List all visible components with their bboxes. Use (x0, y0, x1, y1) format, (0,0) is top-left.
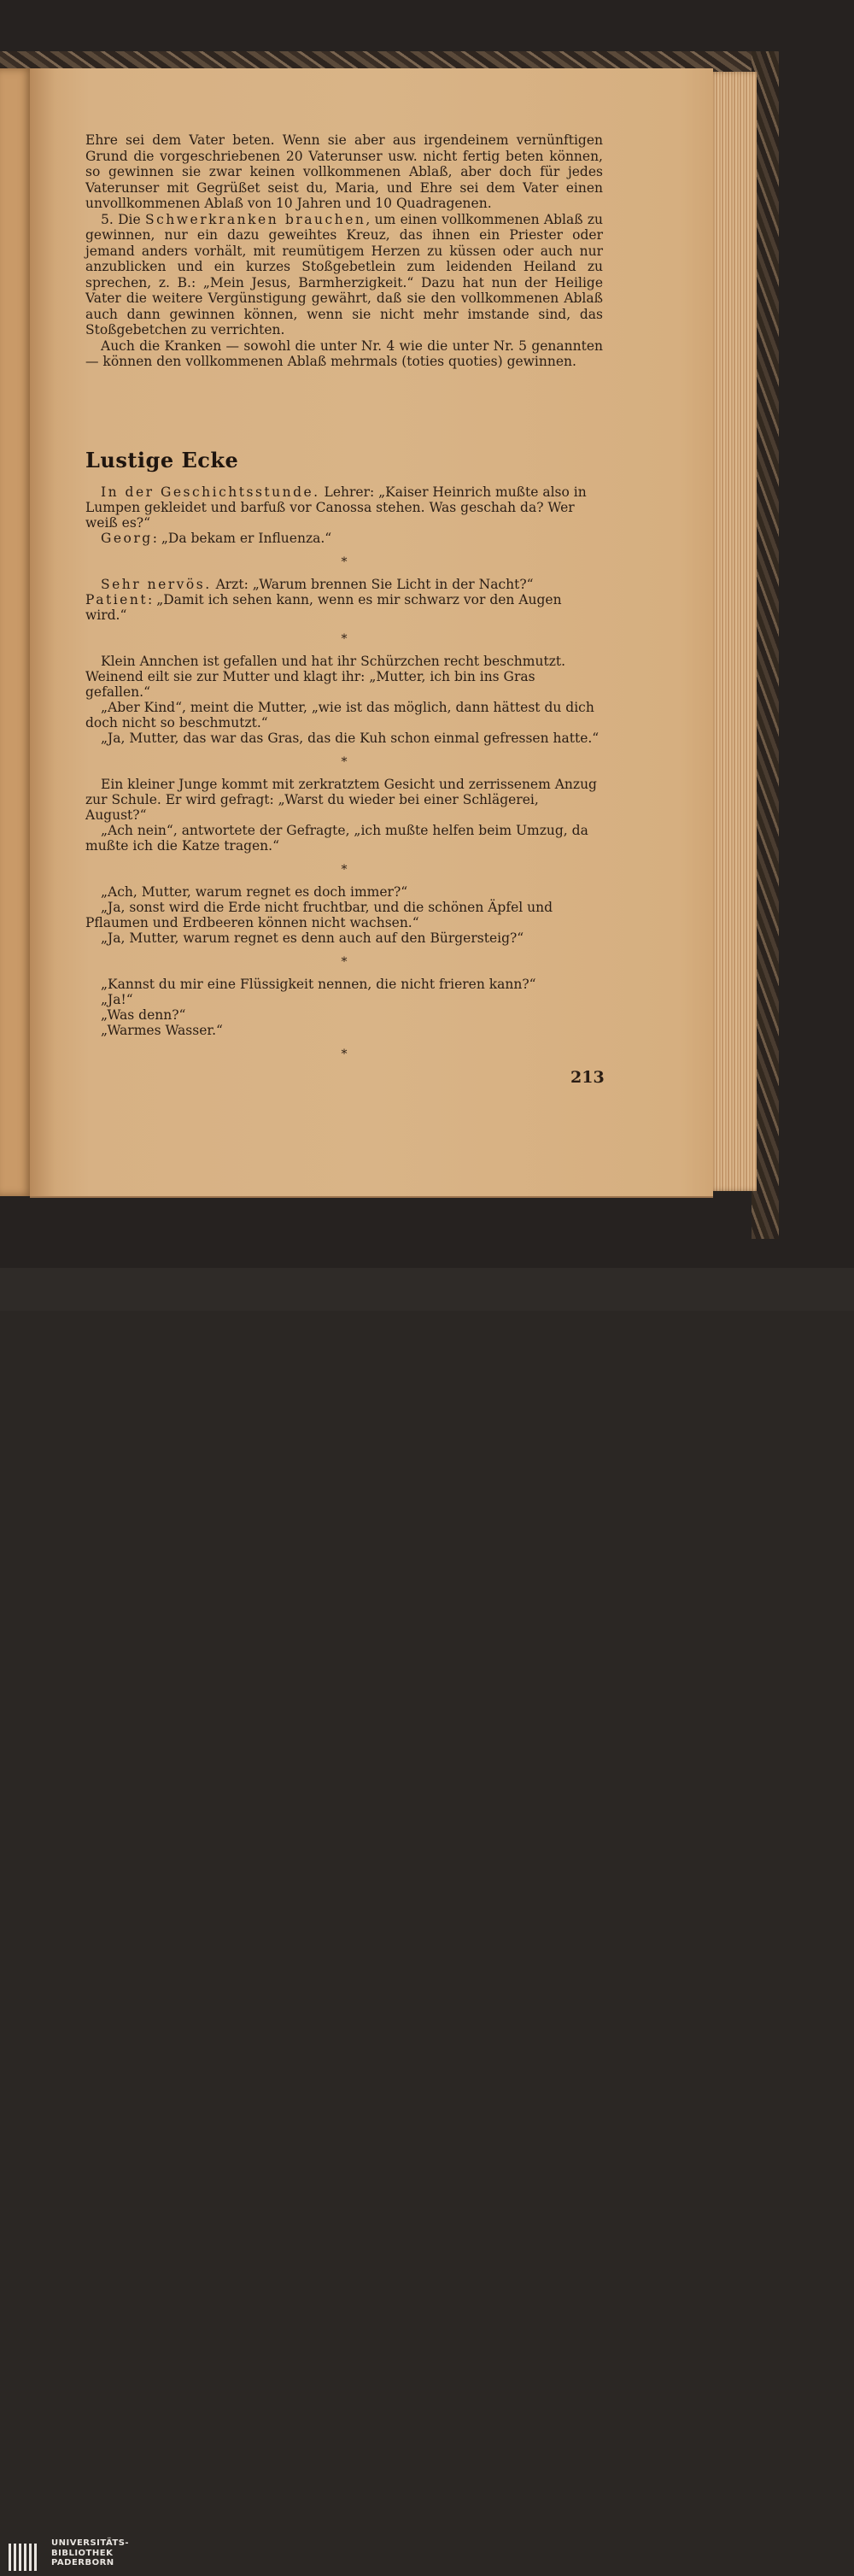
joke-title: Sehr nervös. (101, 577, 212, 592)
section-heading: Lustige Ecke (85, 448, 239, 472)
library-logo-icon (5, 2538, 43, 2576)
joke-6-line-2: „Ja!“ (101, 992, 133, 1007)
jokes-block (85, 484, 603, 1069)
facing-page-edge (0, 68, 32, 1196)
separator-star: * (341, 755, 348, 769)
joke-title: In der Geschichtsstunde. (101, 484, 320, 500)
separator-star: * (341, 863, 348, 877)
book-scan (0, 0, 854, 1268)
paragraph-ablass-continuation: Ehre sei dem Vater beten. Wenn sie aber aus irgendeinem vernünftigen Grund die vorgeschriebenen 20 Vaterunser usw. nicht fertig beten können, so gewinnen sie zwar keinen vollkommenen Ablaß, aber doch für jedes Vaterunser mit Gegrüßet seist du, Maria, und Ehre sei dem Vater einen unvollkommenen Ablaß von 10 Jahren und 10 Quadragenen. (85, 132, 603, 211)
separator-star: * (341, 955, 348, 969)
joke-3-line-3: „Ja, Mutter, das war das Gras, das die Kuh schon einmal gefressen hatte.“ (101, 731, 600, 746)
joke-5-line-3: „Ja, Mutter, warum regnet es denn auch auf den Bürgersteig?“ (101, 930, 524, 946)
joke-4-line-1: Ein kleiner Junge kommt mit zerkratztem Gesicht und zerrissenem Anzug zur Schule. Er wird gefragt: „Warst du wieder bei einer Schlägerei, August?“ (85, 777, 597, 823)
joke-6-line-1: „Kannst du mir eine Flüssigkeit nennen, die nicht frieren kann?“ (101, 977, 536, 992)
library-footer (0, 1268, 854, 2567)
joke-6-line-3: „Was denn?“ (101, 1007, 186, 1023)
top-text-block (85, 132, 603, 370)
paragraph-schwerkranke: 5. Die Schwerkranken brauchen, um einen vollkommenen Ablaß zu gewinnen, nur ein dazu geweihtes Kreuz, das ihnen ein Priester oder jemand anders vorhält, mit reumütigem Herzen zu küssen oder auch nur anzublicken und ein kurzes Stoßgebetlein zum leidenden Heiland zu sprechen, z. B.: „Mein Jesus, Barmherzigkeit.“ Dazu hat nun der Heilige Vater die weitere Vergünstigung gewährt, daß sie den vollkommenen Ablaß auch dann gewinnen können, wenn sie nicht mehr imstande sind, das Stoßgebetchen zu verrichten. (85, 211, 604, 337)
joke-6-line-4: „Warmes Wasser.“ (101, 1023, 223, 1038)
library-name: UNIVERSITÄTS- BIBLIOTHEK PADERBORN (51, 2538, 130, 2567)
page-number: 213 (570, 1068, 605, 1087)
page-stack-edges (707, 72, 757, 1191)
separator-star: * (341, 632, 348, 646)
joke-2-line-1: Sehr nervös. Arzt: „Warum brennen Sie Licht in der Nacht?“ (101, 577, 534, 592)
joke-1-line-2: Georg: „Da bekam er Influenza.“ (101, 531, 332, 546)
joke-3-line-2: „Aber Kind“, meint die Mutter, „wie ist das möglich, dann hättest du dich doch nicht so beschmutzt.“ (85, 700, 594, 731)
joke-5-line-1: „Ach, Mutter, warum regnet es doch immer?“ (101, 884, 408, 900)
separator-star: * (341, 555, 348, 569)
joke-3-line-1: Klein Annchen ist gefallen und hat ihr Schürzchen recht beschmutzt. Weinend eilt sie zur Mutter und klagt ihr: „Mutter, ich bin ins Gras gefallen.“ (85, 654, 566, 700)
joke-4-line-2: „Ach nein“, antwortete der Gefragte, „ich mußte helfen beim Umzug, da mußte ich die Katze tragen.“ (85, 823, 588, 854)
joke-2-line-2: Patient: „Damit ich sehen kann, wenn es mir schwarz vor den Augen wird.“ (85, 592, 562, 623)
paragraph-kranke: Auch die Kranken — sowohl die unter Nr. 4 wie die unter Nr. 5 genannten — können den vollkommenen Ablaß mehrmals (toties quoties) gewinnen. (85, 337, 603, 369)
spaced-emphasis: Schwerkranken brauchen (144, 211, 366, 227)
joke-5-line-2: „Ja, sonst wird die Erde nicht fruchtbar, und die schönen Äpfel und Pflaumen und Erdbeeren können nicht wachsen.“ (85, 900, 553, 930)
joke-1-line-1: In der Geschichtsstunde. Lehrer: „Kaiser Heinrich mußte also in Lumpen gekleidet und barfuß vor Canossa stehen. Was geschah da? Wer weiß es?“ (85, 484, 587, 531)
separator-star: * (341, 1047, 348, 1061)
